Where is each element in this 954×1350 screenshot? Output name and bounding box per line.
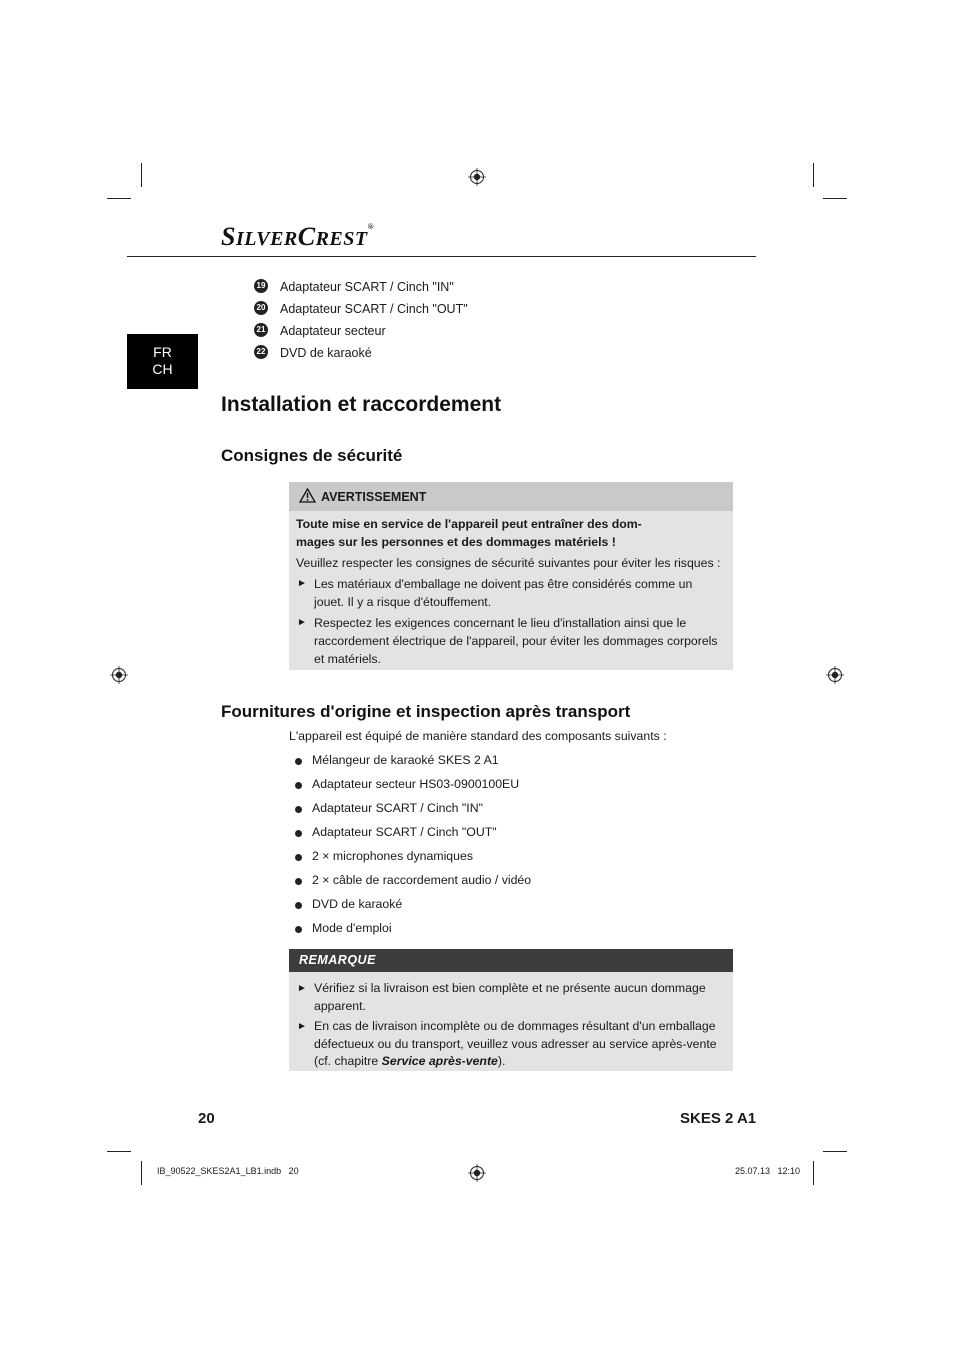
warning-intro: Veuillez respecter les consignes de sécurité suivantes pour éviter les risques : bbox=[296, 556, 721, 570]
print-date: 25.07.13 12:10 bbox=[735, 1166, 801, 1176]
list-item: ► Respectez les exigences concernant le lieu d'installation ainsi que le raccordement électrique de l'appareil, pour éviter les dommages corporels et matériels. bbox=[297, 616, 718, 666]
crop-mark bbox=[813, 163, 814, 187]
header-rule bbox=[127, 256, 756, 257]
list-item: ► Vérifiez si la livraison est bien complète et ne présente aucun dommage apparent. bbox=[297, 981, 706, 1013]
safety-title: Consignes de sécurité bbox=[221, 446, 403, 465]
arrow-bullet-icon: ► bbox=[297, 617, 307, 628]
item-number-badge: 22 bbox=[254, 345, 268, 359]
warning-box bbox=[289, 482, 733, 670]
bullet-icon bbox=[295, 758, 302, 765]
list-item: ► Les matériaux d'emballage ne doivent pas être considérés comme un jouet. Il y a risque d'étouffement. bbox=[297, 577, 693, 609]
note-header bbox=[289, 949, 733, 972]
warning-header bbox=[289, 482, 733, 511]
delivery-intro: L'appareil est équipé de manière standard des composants suivants : bbox=[289, 729, 667, 743]
bullet-icon bbox=[295, 902, 302, 909]
bullet-icon bbox=[295, 878, 302, 885]
crop-mark bbox=[141, 1161, 142, 1185]
delivery-title: Fournitures d'origine et inspection après transport bbox=[221, 702, 631, 721]
crop-mark bbox=[823, 198, 847, 199]
bullet-icon bbox=[295, 926, 302, 933]
section-title: Installation et raccordement bbox=[221, 393, 502, 416]
note-body bbox=[289, 972, 733, 1076]
warning-icon bbox=[299, 488, 316, 503]
brand-logo: SILVERCREST® bbox=[221, 222, 375, 251]
crop-mark bbox=[107, 1151, 131, 1152]
crop-mark bbox=[813, 1161, 814, 1185]
arrow-bullet-icon: ► bbox=[297, 983, 307, 994]
language-tab bbox=[127, 334, 198, 389]
page-number: 20 bbox=[198, 1110, 215, 1127]
warning-body bbox=[289, 511, 733, 674]
item-number-badge: 20 bbox=[254, 301, 268, 315]
item-number-badge: 21 bbox=[254, 323, 268, 337]
registration-mark-icon bbox=[468, 1164, 486, 1182]
list-item-text: Adaptateur SCART / Cinch "OUT" bbox=[280, 302, 468, 316]
crop-mark bbox=[107, 198, 131, 199]
bullet-icon bbox=[295, 854, 302, 861]
language-code: FR bbox=[153, 344, 172, 360]
item-number-badge: 19 bbox=[254, 279, 268, 293]
note-label: REMARQUE bbox=[299, 953, 376, 967]
list-item-text: DVD de karaoké bbox=[280, 346, 372, 360]
bullet-icon bbox=[295, 806, 302, 813]
bullet-icon bbox=[295, 830, 302, 837]
file-slug: IB_90522_SKES2A1_LB1.indb 20 bbox=[157, 1166, 299, 1176]
model-name: SKES 2 A1 bbox=[680, 1110, 757, 1127]
list-item-text: Adaptateur secteur bbox=[280, 324, 386, 338]
list-item: ► En cas de livraison incomplète ou de dommages résultant d'un emballage défectueux ou du transport, veuillez vous adresser au service après-vente (cf. chapitre Service après-vente). bbox=[297, 1019, 717, 1068]
arrow-bullet-icon: ► bbox=[297, 1021, 307, 1032]
crop-mark bbox=[823, 1151, 847, 1152]
bullet-icon bbox=[295, 782, 302, 789]
note-box bbox=[289, 949, 733, 1071]
crop-mark bbox=[141, 163, 142, 187]
arrow-bullet-icon: ► bbox=[297, 578, 307, 589]
list-item-text: Adaptateur SCART / Cinch "IN" bbox=[280, 280, 454, 294]
registration-mark-icon bbox=[110, 666, 128, 684]
registration-mark-icon bbox=[826, 666, 844, 684]
country-code: CH bbox=[152, 361, 173, 377]
warning-statement: Toute mise en service de l'appareil peut entraîner des dom- mages sur les personnes et des dommages matériels ! bbox=[296, 517, 642, 549]
registration-mark-icon bbox=[468, 168, 486, 186]
warning-label: AVERTISSEMENT bbox=[321, 490, 427, 504]
chapter-reference: Service après-vente bbox=[381, 1054, 498, 1068]
